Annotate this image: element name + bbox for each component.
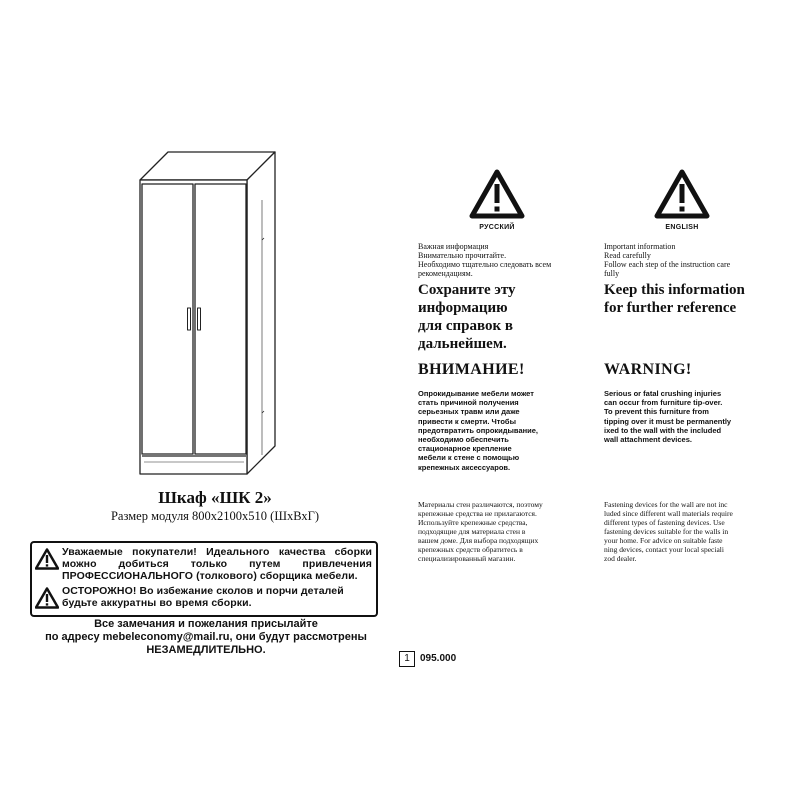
warning-icon [32,546,62,570]
en-intro: Important information Read carefully Follow each step of the instruction care fully [604,242,731,278]
language-label-en: ENGLISH [665,224,699,231]
ru-warning-heading: ВНИМАНИЕ! [418,361,525,378]
contact-text: Все замечания и пожелания присылайте по адресу mebeleconomy@mail.ru, они будут рассмотрены НЕЗАМЕДЛИТЕЛЬНО. [45,618,367,656]
warning-icon [654,168,710,220]
notice-quality [32,546,376,582]
warning-icon [469,168,525,220]
notice-caution [32,585,376,609]
product-title: Шкаф «ШК 2» [158,488,272,507]
en-warning-heading: WARNING! [604,361,692,378]
page-number: 1 [399,651,415,667]
en-fastening-text: Fastening devices for the wall are not inc luded since different wall materials require different types of fastening devices. Use fastening devices suitable for the walls in your home. For advice on suitable faste ning devices, contact your local speciali zod dealer. [604,500,733,563]
notice-box [30,541,378,617]
document-code: 095.000 [420,653,457,664]
product-size: Размер модуля 800х2100х510 (ШхВхГ) [110,509,320,523]
notice-caution-text: ОСТОРОЖНО! Во избежание сколов и порчи деталей будьте аккуратны во время сборки. [62,585,344,609]
ru-keep-info: Сохраните эту информацию для справок в дальнейшем. [418,282,516,352]
ru-fastening-text: Материалы стен различаются, поэтому крепежные средства не прилагаются. Используйте крепежные средства, подходящие для материала стен в вашем доме. Для выбора подходящих крепежных средств обратитесь в специализированный магазин. [418,500,543,563]
ru-intro: Важная информация Внимательно прочитайте. Необходимо тщательно следовать всем рекомендациям. [418,242,552,278]
warning-icon [32,585,62,609]
notice-quality-text: Уважаемые покупатели! Идеального качества сборки можно добиться только путем привлечения ПРОФЕССИОНАЛЬНОГО (толкового) сборщика мебели. [62,546,372,582]
en-warning-text: Serious or fatal crushing injuries can occur from furniture tip-over. To prevent this furniture from tipping over it must be permanently ixed to the wall with the included wall attachment devices. [604,389,732,445]
wardrobe-drawing [130,150,280,475]
en-keep-info: Keep this information for further reference [604,282,745,316]
language-label-ru: РУССКИЙ [479,224,515,231]
ru-warning-text: Опрокидывание мебели может стать причиной получения серьезных травм или даже привести к смерти. Чтобы предотвратить опрокидывание, необходимо обеспечить стационарное крепление мебели к стене с помощью крепежных аксессуаров. [418,389,539,472]
